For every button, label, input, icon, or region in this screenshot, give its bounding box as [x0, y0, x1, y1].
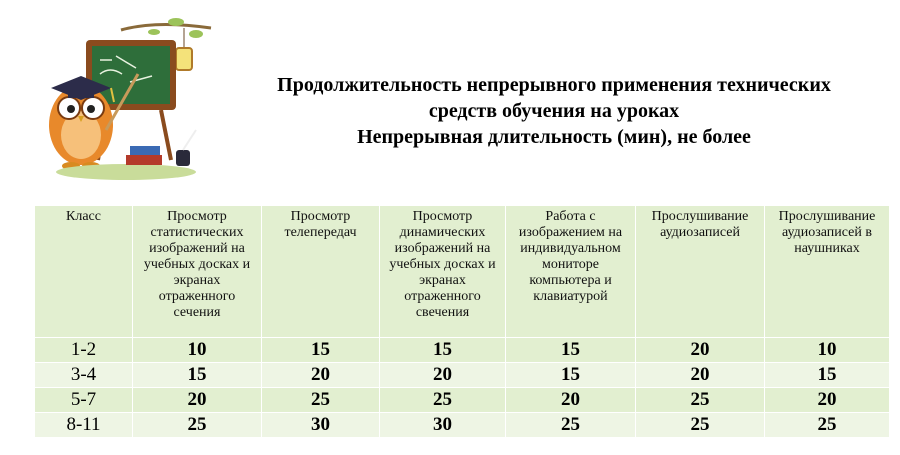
grade-cell: 8-11	[35, 413, 133, 438]
title-line-1: Продолжительность непрерывного применения технических	[277, 74, 831, 96]
column-header: Прослушивание аудиозаписей в наушниках	[765, 206, 890, 338]
table-header-row	[35, 206, 890, 338]
table-cell: 30	[380, 413, 506, 438]
table-row	[35, 413, 890, 438]
table-cell: 25	[765, 413, 890, 438]
table-cell: 20	[636, 338, 765, 363]
table-cell: 15	[380, 338, 506, 363]
table-row	[35, 363, 890, 388]
table-cell: 25	[506, 413, 636, 438]
title-line-2: средств обучения на уроках	[428, 100, 680, 122]
title-line-3: Непрерывная длительность (мин), не более	[357, 126, 751, 148]
durations-table	[34, 205, 890, 438]
table-row	[35, 388, 890, 413]
table-cell: 20	[262, 363, 380, 388]
table-row	[35, 338, 890, 363]
table-cell: 20	[636, 363, 765, 388]
table-cell: 25	[380, 388, 506, 413]
table-cell: 20	[380, 363, 506, 388]
column-header: Прослушивание аудиозаписей	[636, 206, 765, 338]
table-cell: 20	[133, 388, 262, 413]
table-cell: 15	[262, 338, 380, 363]
table-cell: 25	[262, 388, 380, 413]
owl-teacher-at-chalkboard-icon	[26, 10, 216, 190]
column-header: Просмотр динамических изображений на учебных досках и экранах отраженного свечения	[380, 206, 506, 338]
table-cell: 25	[636, 413, 765, 438]
table-cell: 15	[133, 363, 262, 388]
table-cell: 20	[506, 388, 636, 413]
grade-cell: 1-2	[35, 338, 133, 363]
table-cell: 30	[262, 413, 380, 438]
column-header: Просмотр статистических изображений на учебных досках и экранах отраженного сечения	[133, 206, 262, 338]
column-header: Работа с изображением на индивидуальном мониторе компьютера и клавиатурой	[506, 206, 636, 338]
column-header: Класс	[35, 206, 133, 338]
table-cell: 15	[506, 363, 636, 388]
table-cell: 15	[765, 363, 890, 388]
owl-teacher-illustration	[26, 10, 216, 190]
table-cell: 15	[506, 338, 636, 363]
table-cell: 10	[133, 338, 262, 363]
table-cell: 25	[636, 388, 765, 413]
grade-cell: 3-4	[35, 363, 133, 388]
table-cell: 10	[765, 338, 890, 363]
grade-cell: 5-7	[35, 388, 133, 413]
table-cell: 25	[133, 413, 262, 438]
page-title	[228, 72, 880, 150]
column-header: Просмотр телепередач	[262, 206, 380, 338]
table-cell: 20	[765, 388, 890, 413]
